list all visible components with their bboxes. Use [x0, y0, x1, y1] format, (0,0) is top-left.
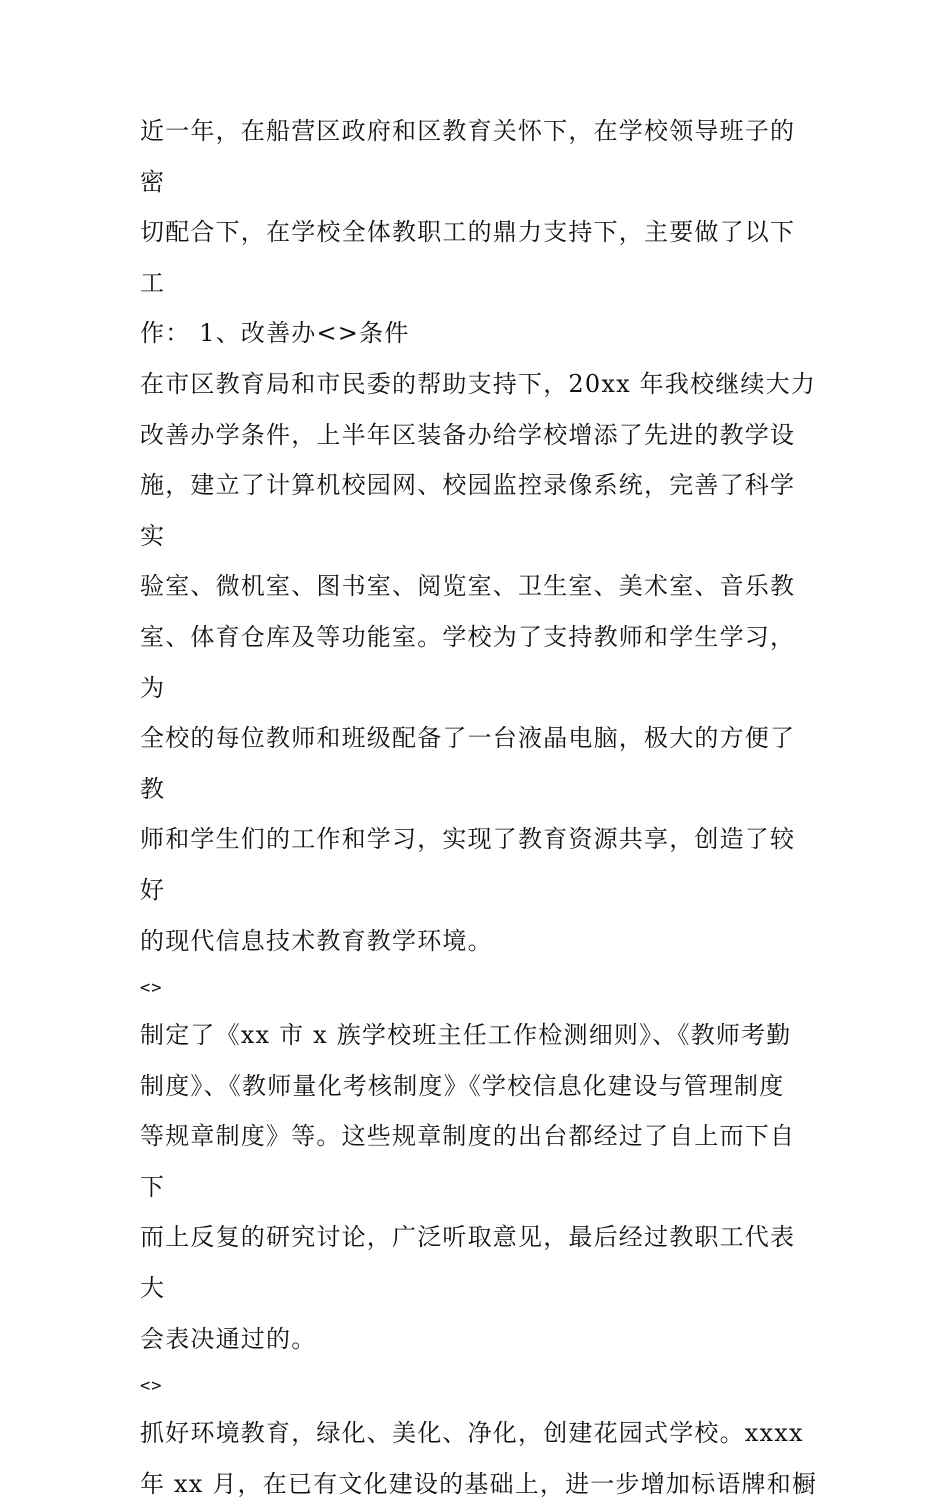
text-line: 改善办学条件，上半年区装备办给学校增添了先进的教学设 — [140, 420, 796, 449]
text-line: 全校的每位教师和班级配备了一台液晶电脑，极大的方便了教 — [140, 724, 796, 803]
text-line: 作： 1、改善办<>条件 — [140, 319, 410, 348]
text-line: 室、体育仓库及等功能室。学校为了支持教师和学生学习，为 — [140, 622, 796, 702]
text-line: 等规章制度》等。这些规章制度的出台都经过了自上而下自下 — [140, 1122, 796, 1201]
text-line: 而上反复的研究讨论，广泛听取意见，最后经过教职工代表大 — [140, 1223, 796, 1303]
text-line: 的现代信息技术教育教学环境。 — [140, 926, 493, 955]
text-line: 抓好环境教育，绿化、美化、净化，创建花园式学校。xxxx — [140, 1419, 804, 1448]
text-line: 施，建立了计算机校园网、校园监控录像系统，完善了科学实 — [140, 471, 796, 550]
text-line: 制度》、《教师量化考核制度》《学校信息化建设与管理制度 — [140, 1071, 785, 1100]
text-line: 制定了《xx 市 x 族学校班主任工作检测细则》、《教师考勤 — [140, 1021, 792, 1050]
paragraph-environment — [140, 1408, 820, 1509]
text-line: 验室、微机室、图书室、阅览室、卫生室、美术室、音乐教 — [140, 572, 796, 601]
paragraph-regulations — [140, 1010, 820, 1364]
paragraph-work-summary — [140, 106, 820, 359]
paragraph-school-conditions — [140, 359, 820, 966]
document-body — [140, 106, 820, 1509]
text-line: 会表决通过的。 — [140, 1324, 317, 1353]
section-separator: <> — [140, 978, 163, 999]
text-line: 在市区教育局和市民委的帮助支持下，20xx 年我校继续大力 — [140, 369, 817, 398]
section-separator: <> — [140, 1376, 163, 1397]
text-line: 近一年，在船营区政府和区教育关怀下，在学校领导班子的密 — [140, 117, 796, 196]
text-line: 师和学生们的工作和学习，实现了教育资源共享，创造了较好 — [140, 825, 796, 904]
text-line: 年 xx 月，在已有文化建设的基础上，进一步增加标语牌和橱 — [140, 1469, 818, 1498]
text-line: 切配合下，在学校全体教职工的鼎力支持下，主要做了以下工 — [140, 218, 796, 297]
